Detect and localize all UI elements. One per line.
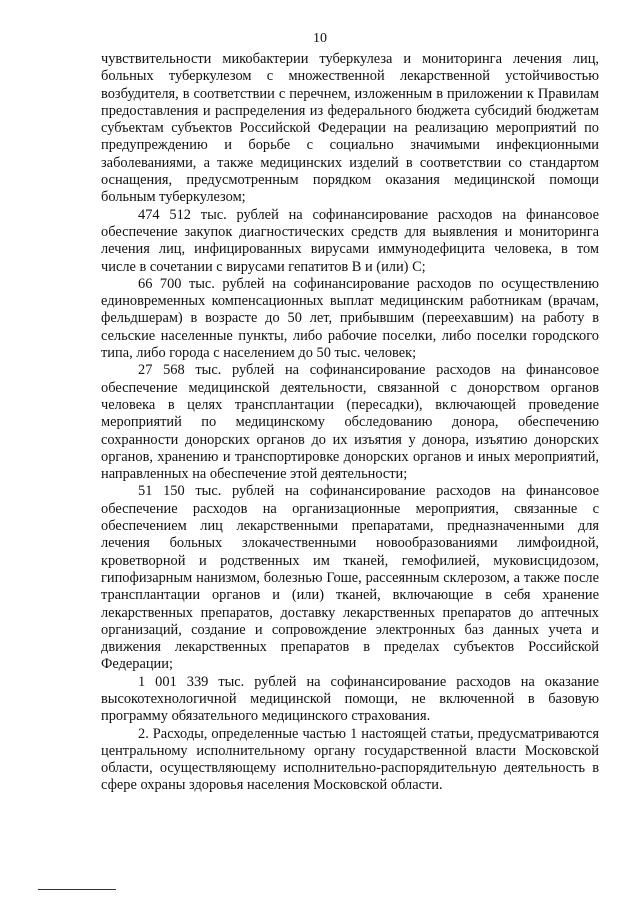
paragraph: 27 568 тыс. рублей на софинансирование расходов на финансовое обеспечение медицинской деятельности, связанной с донорством органов человека в целях трансплантации (пересадки), включающей проведение мероприятий по медицинскому обследованию донора, обеспечению сохранности донорских органов до их изъятия у донора, изъятию донорских органов, хранению и транспортировке донорских органов и иных мероприятий, направленных на обеспечение этой деятельности;	[101, 362, 599, 483]
footnote-separator-line	[38, 889, 116, 890]
document-body	[101, 51, 599, 795]
paragraph: 51 150 тыс. рублей на софинансирование расходов на финансовое обеспечение расходов на организационные мероприятия, связанные с обеспечением лиц лекарственными препаратами, предназначенными для лечения больных злокачественными новообразованиями лимфоидной, кроветворной и родственных им тканей, гемофилией, муковисцидозом, гипофизарным нанизмом, болезнью Гоше, рассеянным склерозом, а также после трансплантации органов и (или) тканей, включающие в себя хранение лекарственных препаратов, доставку лекарственных препаратов до аптечных организаций, создание и сопровождение электронных баз данных учета и движения лекарственных препаратов в пределах субъектов Российской Федерации;	[101, 483, 599, 673]
page-number: 10	[313, 31, 327, 46]
paragraph: 2. Расходы, определенные частью 1 настоящей статьи, предусматриваются центральному исполнительному органу государственной власти Московской области, осуществляющему исполнительно-распорядительную деятельность в сфере охраны здоровья населения Московской области.	[101, 725, 599, 794]
paragraph: 66 700 тыс. рублей на софинансирование расходов по осуществлению единовременных компенсационных выплат медицинским работникам (врачам, фельдшерам) в возрасте до 50 лет, прибывшим (переехавшим) на работу в сельские населенные пункты, либо рабочие поселки, либо поселки городского типа, либо города с населением до 50 тыс. человек;	[101, 275, 599, 362]
paragraph: 474 512 тыс. рублей на софинансирование расходов на финансовое обеспечение закупок диагностических средств для выявления и мониторинга лечения лиц, инфицированных вирусами иммунодефицита человека, в том числе в сочетании с вирусами гепатитов В и (или) С;	[101, 206, 599, 275]
paragraph: 1 001 339 тыс. рублей на софинансирование расходов на оказание высокотехнологичной медицинской помощи, не включенной в базовую программу обязательного медицинского страхования.	[101, 673, 599, 725]
paragraph: чувствительности микобактерии туберкулеза и мониторинга лечения лиц, больных туберкулезом с множественной лекарственной устойчивостью возбудителя, в соответствии с перечнем, изложенным в приложении к Правилам предоставления и распределения из федерального бюджета субсидий бюджетам субъектам субъектов Российской Федерации на реализацию мероприятий по предупреждению и борьбе с социально значимыми инфекционными заболеваниями, а также медицинских изделий в соответствии со стандартом оснащения, предусмотренным порядком оказания медицинской помощи больным туберкулезом;	[101, 51, 599, 206]
